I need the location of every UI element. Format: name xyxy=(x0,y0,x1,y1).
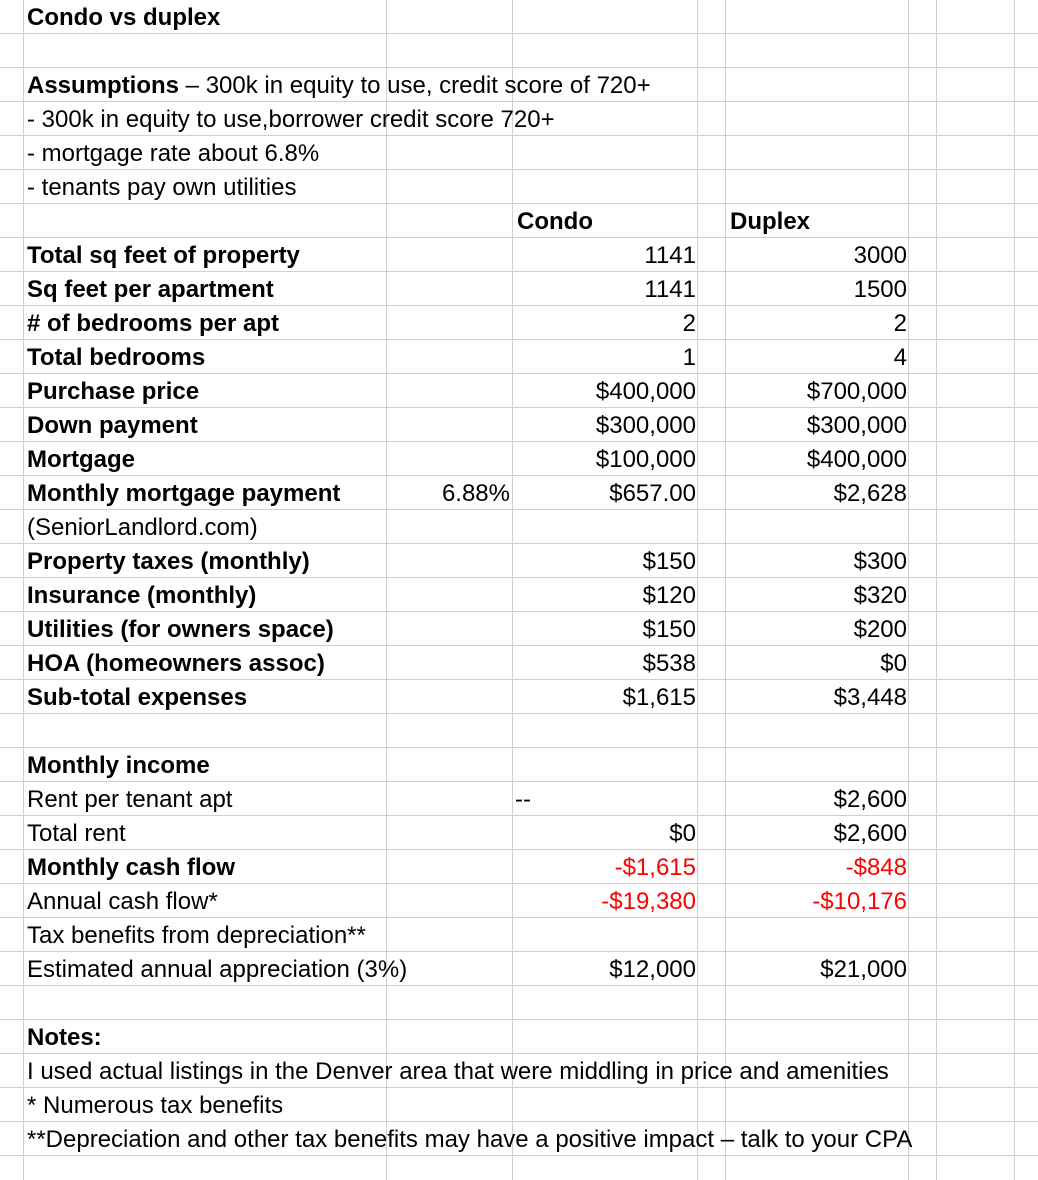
condo-dash[interactable]: -- xyxy=(515,786,531,813)
condo-value[interactable]: $1,615 xyxy=(622,684,696,711)
income-heading[interactable]: Monthly income xyxy=(27,752,210,779)
duplex-value[interactable]: $200 xyxy=(853,616,907,643)
duplex-value[interactable]: 1500 xyxy=(853,276,907,303)
row-label[interactable]: Sub-total expenses xyxy=(27,684,248,711)
duplex-value[interactable]: -$848 xyxy=(845,854,907,881)
condo-value[interactable]: 2 xyxy=(682,310,696,337)
row-label[interactable]: Down payment xyxy=(27,412,198,439)
notes-heading[interactable]: Notes: xyxy=(27,1024,102,1051)
row-label[interactable]: Insurance (monthly) xyxy=(27,582,257,609)
duplex-value[interactable]: 4 xyxy=(893,344,907,371)
duplex-value[interactable]: $2,600 xyxy=(833,786,907,813)
duplex-value[interactable]: $300 xyxy=(853,548,907,575)
condo-value[interactable]: 1141 xyxy=(644,276,696,303)
note-line[interactable]: **Depreciation and other tax benefits may have a positive impact – talk to your CPA xyxy=(27,1126,913,1153)
note-line[interactable]: * Numerous tax benefits xyxy=(27,1092,284,1119)
duplex-value[interactable]: $0 xyxy=(880,650,907,677)
condo-value[interactable]: $120 xyxy=(642,582,696,609)
row-label[interactable]: Property taxes (monthly) xyxy=(27,548,310,575)
duplex-value[interactable]: $400,000 xyxy=(806,446,907,473)
duplex-value[interactable]: $21,000 xyxy=(820,956,907,983)
row-label[interactable]: (SeniorLandlord.com) xyxy=(27,514,258,541)
assumption-line[interactable]: - tenants pay own utilities xyxy=(27,174,297,201)
income-row-label[interactable]: Total rent xyxy=(27,820,126,847)
duplex-value[interactable]: $320 xyxy=(853,582,907,609)
duplex-value[interactable]: $2,600 xyxy=(833,820,907,847)
condo-value[interactable]: $150 xyxy=(642,548,696,575)
duplex-value[interactable]: $3,448 xyxy=(833,684,907,711)
row-label[interactable]: Sq feet per apartment xyxy=(27,276,274,303)
duplex-value[interactable]: 2 xyxy=(893,310,907,337)
condo-value[interactable]: 1 xyxy=(682,344,696,371)
duplex-value[interactable]: $2,628 xyxy=(833,480,907,507)
income-row-label[interactable]: Monthly cash flow xyxy=(27,854,236,881)
mortgage-rate-value[interactable]: 6.88% xyxy=(441,480,510,507)
condo-value[interactable]: $12,000 xyxy=(609,956,696,983)
income-row-label[interactable]: Annual cash flow* xyxy=(27,888,218,915)
duplex-value[interactable]: $300,000 xyxy=(806,412,907,439)
condo-value[interactable]: $300,000 xyxy=(595,412,696,439)
duplex-value[interactable]: $700,000 xyxy=(806,378,907,405)
condo-value[interactable]: $400,000 xyxy=(595,378,696,405)
income-row-label[interactable]: Estimated annual appreciation (3%) xyxy=(27,956,408,983)
row-label[interactable]: Monthly mortgage payment xyxy=(27,480,341,507)
condo-value[interactable]: $100,000 xyxy=(595,446,696,473)
assumptions-heading: Assumptions xyxy=(27,72,180,99)
row-label[interactable]: HOA (homeowners assoc) xyxy=(27,650,325,677)
assumptions-heading-rest: – 300k in equity to use, credit score of 720+ xyxy=(179,72,651,99)
note-line[interactable]: I used actual listings in the Denver area that were middling in price and amenities xyxy=(27,1058,889,1085)
column-header-condo[interactable]: Condo xyxy=(517,208,593,235)
condo-value[interactable]: -$1,615 xyxy=(614,854,696,881)
row-label[interactable]: Total bedrooms xyxy=(27,344,206,371)
condo-value[interactable]: 1141 xyxy=(644,242,696,269)
income-row-label[interactable]: Tax benefits from depreciation** xyxy=(27,922,366,949)
row-label[interactable]: Utilities (for owners space) xyxy=(27,616,334,643)
condo-value[interactable]: -$19,380 xyxy=(601,888,696,915)
row-label[interactable]: Total sq feet of property xyxy=(27,242,300,269)
condo-value[interactable]: $657.00 xyxy=(609,480,696,507)
income-row-label[interactable]: Rent per tenant apt xyxy=(27,786,233,813)
condo-value[interactable]: $150 xyxy=(642,616,696,643)
duplex-value[interactable]: -$10,176 xyxy=(812,888,907,915)
assumption-line[interactable]: - mortgage rate about 6.8% xyxy=(27,140,320,167)
row-label[interactable]: Mortgage xyxy=(27,446,135,473)
row-label[interactable]: Purchase price xyxy=(27,378,200,405)
column-header-duplex[interactable]: Duplex xyxy=(730,208,811,235)
condo-value[interactable]: $538 xyxy=(642,650,696,677)
assumption-line[interactable]: - 300k in equity to use,borrower credit score 720+ xyxy=(27,106,555,133)
assumptions-header[interactable] xyxy=(27,71,651,101)
row-label[interactable]: # of bedrooms per apt xyxy=(27,310,280,337)
condo-value[interactable]: $0 xyxy=(669,820,696,847)
duplex-value[interactable]: 3000 xyxy=(853,242,907,269)
sheet-title[interactable]: Condo vs duplex xyxy=(27,4,221,31)
